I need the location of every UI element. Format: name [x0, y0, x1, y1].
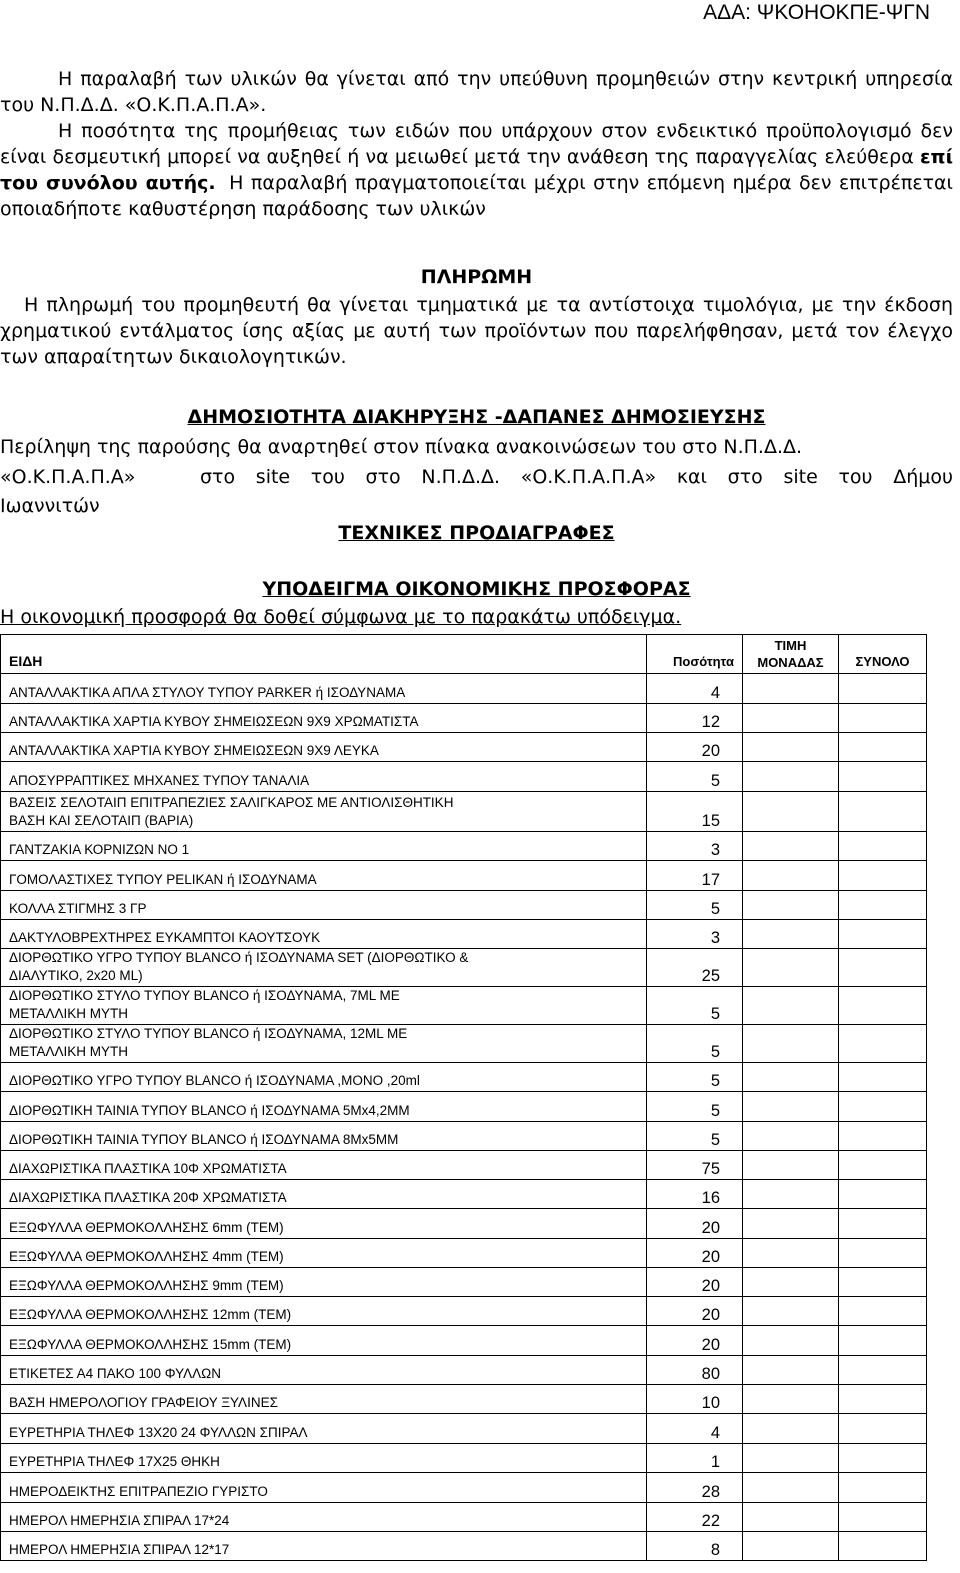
unit-price-cell[interactable]: [743, 891, 839, 920]
table-row: [1, 1385, 927, 1414]
table-row: [1, 1444, 927, 1473]
item-cell: ΗΜΕΡΟΔΕΙΚΤΗΣ ΕΠΙΤΡΑΠΕΖΙΟ ΓΥΡΙΣΤΟ: [1, 1473, 647, 1503]
quantity-cell: 1: [647, 1444, 743, 1473]
item-cell: [1, 792, 647, 832]
table-row: [1, 1025, 927, 1063]
paragraph-receipt: [0, 66, 953, 118]
table-row: [1, 1122, 927, 1151]
item-line-2: ΒΑΣΗ ΚΑΙ ΣΕΛΟΤΑΙΠ (ΒΑΡΙΑ): [9, 813, 194, 828]
header-unit-price-l2: ΜΟΝΑΔΑΣ: [757, 655, 824, 670]
quantity-cell: 3: [647, 920, 743, 949]
item-cell: ΑΝΤΑΛΛΑΚΤΙΚΑ ΧΑΡΤΙΑ ΚΥΒΟΥ ΣΗΜΕΙΩΣΕΩΝ 9Χ9 ΛΕΥΚΑ: [1, 733, 647, 762]
total-cell[interactable]: [839, 1444, 927, 1473]
quantity-cell: 28: [647, 1473, 743, 1503]
unit-price-cell[interactable]: [743, 987, 839, 1025]
table-row: [1, 1268, 927, 1297]
unit-price-cell[interactable]: [743, 949, 839, 987]
total-cell[interactable]: [839, 920, 927, 949]
unit-price-cell[interactable]: [743, 1326, 839, 1356]
item-line-2: ΔΙΑΛΥΤΙΚΟ, 2x20 ML): [9, 968, 143, 983]
publicity-line-2a: «Ο.Κ.Π.Α.Π.Α»: [0, 466, 136, 488]
total-cell[interactable]: [839, 1385, 927, 1414]
item-cell: ΔΙΑΧΩΡΙΣΤΙΚΑ ΠΛΑΣΤΙΚΑ 20Φ ΧΡΩΜΑΤΙΣΤΑ: [1, 1180, 647, 1209]
item-cell: ΒΑΣΗ ΗΜΕΡΟΛΟΓΙΟΥ ΓΡΑΦΕΙΟΥ ΞΥΛΙΝΕΣ: [1, 1385, 647, 1414]
header-unit-price-l1: ΤΙΜΗ: [774, 638, 807, 653]
total-cell[interactable]: [839, 1297, 927, 1326]
item-line-2: ΜΕΤΑΛΛΙΚΗ ΜΥΤΗ: [9, 1044, 129, 1059]
table-row: [1, 1092, 927, 1122]
quantity-cell: 3: [647, 832, 743, 861]
quantity-cell: 8: [647, 1532, 743, 1561]
table-row: [1, 1503, 927, 1532]
quantity-cell: 5: [647, 1063, 743, 1092]
item-cell: ΔΙΟΡΘΩΤΙΚΗ ΤΑΙΝΙΑ ΤΥΠΟΥ BLANCO ή ΙΣΟΔΥΝΑΜΑ 5Mx4,2MM: [1, 1092, 647, 1122]
table-row: [1, 1180, 927, 1209]
offer-table: [0, 634, 927, 1561]
unit-price-cell[interactable]: [743, 1444, 839, 1473]
total-cell[interactable]: [839, 1414, 927, 1444]
quantity-cell: 5: [647, 987, 743, 1025]
paragraph-quantity: [0, 118, 953, 222]
quantity-cell: 12: [647, 704, 743, 733]
unit-price-cell[interactable]: [743, 1297, 839, 1326]
table-header-row: [1, 635, 927, 674]
item-cell: ΕΞΩΦΥΛΛΑ ΘΕΡΜΟΚΟΛΛΗΣΗΣ 4mm (ΤΕΜ): [1, 1239, 647, 1268]
table-body: [1, 674, 927, 1561]
item-cell: [1, 1025, 647, 1063]
item-line-1: ΒΑΣΕΙΣ ΣΕΛΟΤΑΙΠ ΕΠΙΤΡΑΠΕΖΙΕΣ ΣΑΛΙΓΚΑΡΟΣ ΜΕ ΑΝΤΙΟΛΙΣΘΗΤΙΚΗ: [9, 795, 454, 810]
table-row: [1, 920, 927, 949]
unit-price-cell[interactable]: [743, 1151, 839, 1180]
item-line-1: ΔΙΟΡΘΩΤΙΚΟ ΥΓΡΟ ΤΥΠΟΥ BLANCO ή ΙΣΟΔΥΝΑΜΑ SET (ΔΙΟΡΘΩΤΙΚΟ &: [9, 950, 469, 965]
item-cell: ΑΝΤΑΛΛΑΚΤΙΚΑ ΑΠΛΑ ΣΤΥΛΟΥ ΤΥΠΟΥ PARKER ή ΙΣΟΔΥΝΑΜΑ: [1, 674, 647, 704]
unit-price-cell[interactable]: [743, 1180, 839, 1209]
total-cell[interactable]: [839, 1063, 927, 1092]
publicity-line-3: Ιωαννιτών: [0, 495, 100, 517]
total-cell[interactable]: [839, 861, 927, 891]
quantity-cell: 17: [647, 861, 743, 891]
paragraph-payment: [0, 292, 953, 370]
item-cell: ΔΙΟΡΘΩΤΙΚΟ ΥΓΡΟ ΤΥΠΟΥ BLANCO ή ΙΣΟΔΥΝΑΜΑ ,ΜΟΝΟ ,20ml: [1, 1063, 647, 1092]
table-row: [1, 1532, 927, 1561]
table-row: [1, 704, 927, 733]
item-cell: ΗΜΕΡΟΛ ΗΜΕΡΗΣΙΑ ΣΠΙΡΑΛ 12*17: [1, 1532, 647, 1561]
total-cell[interactable]: [839, 733, 927, 762]
item-line-1: ΔΙΟΡΘΩΤΙΚΟ ΣΤΥΛΟ ΤΥΠΟΥ BLANCO ή ΙΣΟΔΥΝΑΜΑ, 12ML ΜΕ: [9, 1026, 408, 1041]
table-row: [1, 1063, 927, 1092]
paragraph-publicity: Περίληψη της παρούσης θα αναρτηθεί στον πίνακα ανακοινώσεων του στο Ν.Π.Δ.Δ.: [0, 436, 803, 458]
unit-price-cell[interactable]: [743, 1025, 839, 1063]
item-cell: ΓΑΝΤΖΑΚΙΑ ΚΟΡΝΙΖΩΝ ΝΟ 1: [1, 832, 647, 861]
quantity-cell: 80: [647, 1356, 743, 1385]
offer-intro-text: Η οικονομική προσφορά θα δοθεί σύμφωνα με το παρακάτω υπόδειγμα.: [0, 606, 682, 628]
quantity-cell: 15: [647, 792, 743, 832]
header-items: ΕΙΔΗ: [1, 635, 647, 674]
item-cell: ΕΥΡΕΤΗΡΙΑ ΤΗΛΕΦ 13Χ20 24 ΦΥΛΛΩΝ ΣΠΙΡΑΛ: [1, 1414, 647, 1444]
total-cell[interactable]: [839, 1503, 927, 1532]
item-cell: ΕΤΙΚΕΤΕΣ Α4 ΠΑΚΟ 100 ΦΥΛΛΩΝ: [1, 1356, 647, 1385]
item-cell: ΑΝΤΑΛΛΑΚΤΙΚΑ ΧΑΡΤΙΑ ΚΥΒΟΥ ΣΗΜΕΙΩΣΕΩΝ 9Χ9 ΧΡΩΜΑΤΙΣΤΑ: [1, 704, 647, 733]
table-row: [1, 1209, 927, 1239]
total-cell[interactable]: [839, 1326, 927, 1356]
total-cell[interactable]: [839, 1180, 927, 1209]
quantity-cell: 20: [647, 1268, 743, 1297]
quantity-cell: 10: [647, 1385, 743, 1414]
publicity-line-2b: στο site του στο Ν.Π.Δ.Δ. «Ο.Κ.Π.Α.Π.Α» και στο site του Δήμου: [200, 466, 953, 488]
total-cell[interactable]: [839, 704, 927, 733]
unit-price-cell[interactable]: [743, 1209, 839, 1239]
table-row: [1, 1297, 927, 1326]
item-cell: ΕΞΩΦΥΛΛΑ ΘΕΡΜΟΚΟΛΛΗΣΗΣ 6mm (ΤΕΜ): [1, 1209, 647, 1239]
table-row: [1, 1151, 927, 1180]
unit-price-cell[interactable]: [743, 1092, 839, 1122]
item-cell: [1, 949, 647, 987]
item-line-2: ΜΕΤΑΛΛΙΚΗ ΜΥΤΗ: [9, 1006, 129, 1021]
item-cell: ΕΞΩΦΥΛΛΑ ΘΕΡΜΟΚΟΛΛΗΣΗΣ 12mm (ΤΕΜ): [1, 1297, 647, 1326]
offer-sample-heading: ΥΠΟΔΕΙΓΜΑ ΟΙΚΟΝΟΜΙΚΗΣ ΠΡΟΣΦΟΡΑΣ: [262, 578, 691, 600]
quantity-cell: 5: [647, 1122, 743, 1151]
item-cell: ΔΑΚΤΥΛΟΒΡΕΧΤΗΡΕΣ ΕΥΚΑΜΠΤΟΙ ΚΑΟΥΤΣΟΥΚ: [1, 920, 647, 949]
total-cell[interactable]: [839, 1025, 927, 1063]
header-quantity: Ποσότητα: [647, 635, 743, 674]
quantity-cell: 20: [647, 1326, 743, 1356]
paragraph-delivery-text: Η παραλαβή πραγματοποιείται μέχρι στην επόμενη ημέρα δεν επιτρέπεται οποιαδήποτε καθυστέρηση παράδοσης των υλικών: [0, 172, 953, 220]
total-cell[interactable]: [839, 674, 927, 704]
total-cell[interactable]: [839, 1092, 927, 1122]
paragraph-quantity-bold: επί του συνόλου αυτής.: [0, 146, 953, 194]
quantity-cell: 5: [647, 1025, 743, 1063]
unit-price-cell[interactable]: [743, 1122, 839, 1151]
unit-price-cell[interactable]: [743, 1239, 839, 1268]
table-row: [1, 1239, 927, 1268]
quantity-cell: 5: [647, 891, 743, 920]
table-row: [1, 733, 927, 762]
table-row: [1, 1414, 927, 1444]
tech-specs-heading: ΤΕΧΝΙΚΕΣ ΠΡΟΔΙΑΓΡΑΦΕΣ: [338, 522, 615, 544]
item-cell: [1, 987, 647, 1025]
quantity-cell: 25: [647, 949, 743, 987]
item-cell: ΔΙΟΡΘΩΤΙΚΗ ΤΑΙΝΙΑ ΤΥΠΟΥ BLANCO ή ΙΣΟΔΥΝΑΜΑ 8Mx5MM: [1, 1122, 647, 1151]
item-line-1: ΔΙΟΡΘΩΤΙΚΟ ΣΤΥΛΟ ΤΥΠΟΥ BLANCO ή ΙΣΟΔΥΝΑΜΑ, 7ML ΜΕ: [9, 988, 400, 1003]
unit-price-cell[interactable]: [743, 1414, 839, 1444]
unit-price-cell[interactable]: [743, 920, 839, 949]
table-row: [1, 1356, 927, 1385]
item-cell: ΓΟΜΟΛΑΣΤΙΧΕΣ ΤΥΠΟΥ PELIKAN ή ΙΣΟΔΥΝΑΜΑ: [1, 861, 647, 891]
table-row: [1, 832, 927, 861]
total-cell[interactable]: [839, 1356, 927, 1385]
total-cell[interactable]: [839, 1239, 927, 1268]
table-row: [1, 949, 927, 987]
paragraph-quantity-text: Η ποσότητα της προμήθειας των ειδών που υπάρχουν στον ενδεικτικό προϋπολογισμό δεν είναι δεσμευτική μπορεί να αυξηθεί ή να μειωθεί μετά την ανάθεση της παραγγελίας ελεύθερα: [0, 120, 953, 168]
item-cell: ΑΠΟΣΥΡΡΑΠΤΙΚΕΣ ΜΗΧΑΝΕΣ ΤΥΠΟΥ ΤΑΝΑΛΙΑ: [1, 762, 647, 792]
quantity-cell: 5: [647, 762, 743, 792]
item-cell: ΕΞΩΦΥΛΛΑ ΘΕΡΜΟΚΟΛΛΗΣΗΣ 15mm (ΤΕΜ): [1, 1326, 647, 1356]
quantity-cell: 20: [647, 1209, 743, 1239]
unit-price-cell[interactable]: [743, 832, 839, 861]
unit-price-cell[interactable]: [743, 792, 839, 832]
unit-price-cell[interactable]: [743, 1356, 839, 1385]
total-cell[interactable]: [839, 949, 927, 987]
header-total: ΣΥΝΟΛΟ: [839, 635, 927, 674]
quantity-cell: 16: [647, 1180, 743, 1209]
total-cell[interactable]: [839, 762, 927, 792]
item-cell: ΚΟΛΛΑ ΣΤΙΓΜΗΣ 3 ΓΡ: [1, 891, 647, 920]
total-cell[interactable]: [839, 891, 927, 920]
total-cell[interactable]: [839, 1268, 927, 1297]
paragraph-receipt-text: Η παραλαβή των υλικών θα γίνεται από την υπεύθυνη προμηθειών στην κεντρική υπηρεσία του Ν.Π.Δ.Δ. «Ο.Κ.Π.Α.Π.Α».: [0, 68, 953, 116]
offer-intro: [0, 604, 681, 630]
quantity-cell: 5: [647, 1092, 743, 1122]
table-row: [1, 891, 927, 920]
payment-heading: ΠΛΗΡΩΜΗ: [420, 266, 533, 288]
table-row: [1, 674, 927, 704]
quantity-cell: 22: [647, 1503, 743, 1532]
quantity-cell: 20: [647, 1297, 743, 1326]
unit-price-cell[interactable]: [743, 1473, 839, 1503]
unit-price-cell[interactable]: [743, 733, 839, 762]
unit-price-cell[interactable]: [743, 704, 839, 733]
ada-code: ΑΔΑ: ΨΚΟΗΟΚΠΕ-ΨΓΝ: [703, 1, 930, 24]
unit-price-cell[interactable]: [743, 674, 839, 704]
item-cell: ΕΞΩΦΥΛΛΑ ΘΕΡΜΟΚΟΛΛΗΣΗΣ 9mm (ΤΕΜ): [1, 1268, 647, 1297]
quantity-cell: 20: [647, 733, 743, 762]
total-cell[interactable]: [839, 1209, 927, 1239]
total-cell[interactable]: [839, 1532, 927, 1561]
table-row: [1, 1473, 927, 1503]
total-cell[interactable]: [839, 832, 927, 861]
unit-price-cell[interactable]: [743, 861, 839, 891]
quantity-cell: 4: [647, 674, 743, 704]
unit-price-cell[interactable]: [743, 1385, 839, 1414]
header-unit-price: [743, 635, 839, 674]
unit-price-cell[interactable]: [743, 762, 839, 792]
quantity-cell: 4: [647, 1414, 743, 1444]
total-cell[interactable]: [839, 1151, 927, 1180]
quantity-cell: 20: [647, 1239, 743, 1268]
total-cell[interactable]: [839, 987, 927, 1025]
publicity-heading: ΔΗΜΟΣΙΟΤΗΤΑ ΔΙΑΚΗΡΥΞΗΣ -ΔΑΠΑΝΕΣ ΔΗΜΟΣΙΕΥΣΗΣ: [187, 406, 766, 428]
unit-price-cell[interactable]: [743, 1063, 839, 1092]
table-row: [1, 792, 927, 832]
item-cell: ΕΥΡΕΤΗΡΙΑ ΤΗΛΕΦ 17Χ25 ΘΗΚΗ: [1, 1444, 647, 1473]
unit-price-cell[interactable]: [743, 1268, 839, 1297]
unit-price-cell[interactable]: [743, 1503, 839, 1532]
table-row: [1, 762, 927, 792]
table-row: [1, 1326, 927, 1356]
item-cell: ΔΙΑΧΩΡΙΣΤΙΚΑ ΠΛΑΣΤΙΚΑ 10Φ ΧΡΩΜΑΤΙΣΤΑ: [1, 1151, 647, 1180]
total-cell[interactable]: [839, 1473, 927, 1503]
quantity-cell: 75: [647, 1151, 743, 1180]
item-cell: ΗΜΕΡΟΛ ΗΜΕΡΗΣΙΑ ΣΠΙΡΑΛ 17*24: [1, 1503, 647, 1532]
paragraph-payment-text: Η πληρωμή του προμηθευτή θα γίνεται τμηματικά με τα αντίστοιχα τιμολόγια, με την έκδοση χρηματικού εντάλματος ίσης αξίας με αυτή των προϊόντων που παρελήφθησαν, μετά τον έλεγχο των απαραίτητων δικαιολογητικών.: [0, 294, 953, 368]
total-cell[interactable]: [839, 792, 927, 832]
unit-price-cell[interactable]: [743, 1532, 839, 1561]
table-row: [1, 861, 927, 891]
total-cell[interactable]: [839, 1122, 927, 1151]
table-row: [1, 987, 927, 1025]
